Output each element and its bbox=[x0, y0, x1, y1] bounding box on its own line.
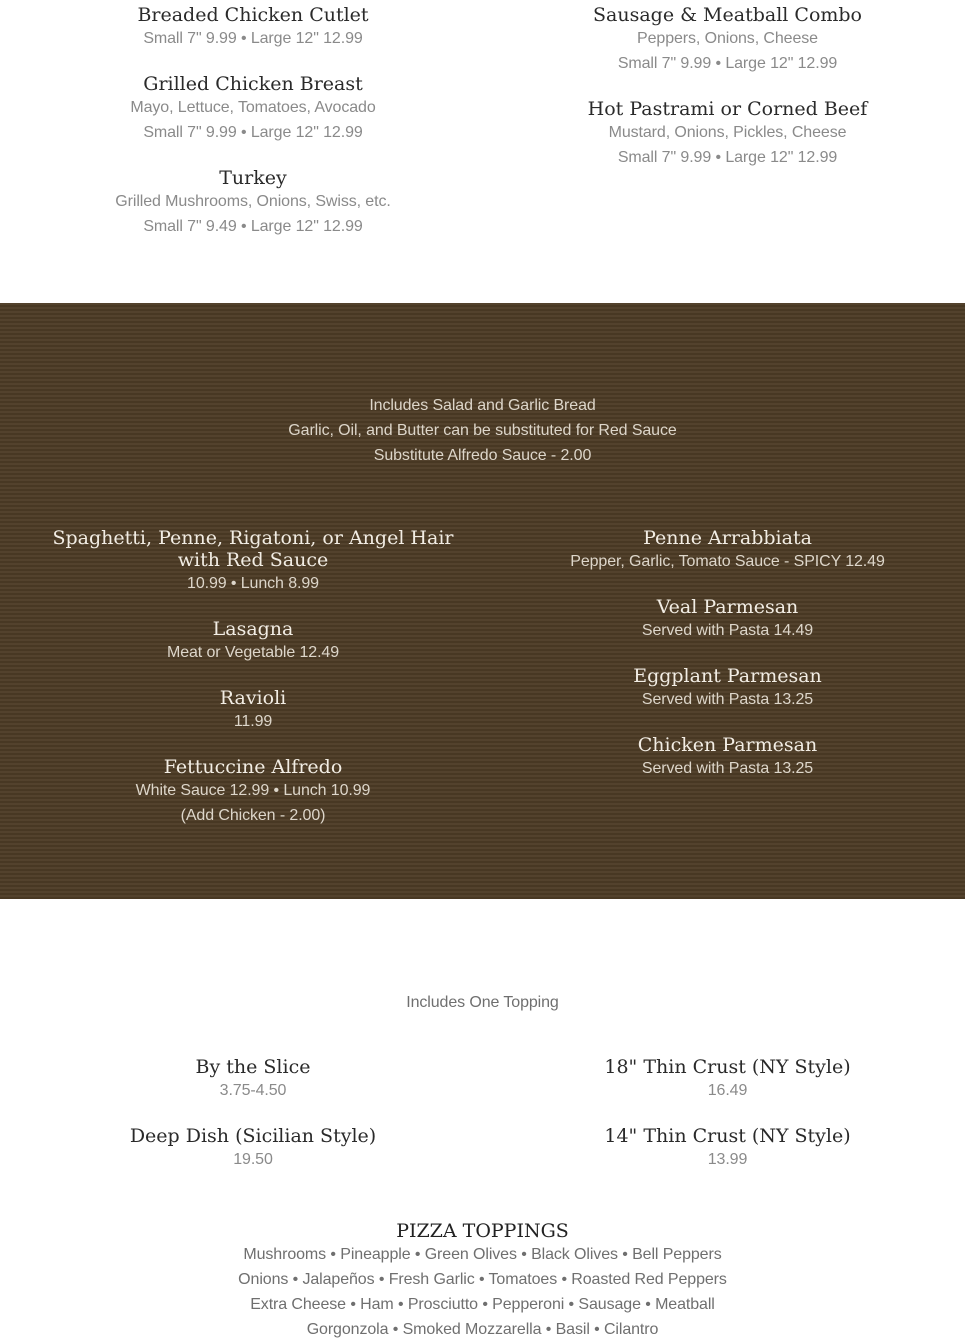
menu-item bbox=[0, 756, 506, 828]
menu-item-name: Chicken Parmesan bbox=[637, 734, 818, 756]
menu-item-detail: Served with Pasta 13.25 bbox=[641, 691, 814, 708]
menu-item bbox=[490, 665, 965, 712]
menu-item-detail: Pepper, Garlic, Tomato Sauce - SPICY 12.49 bbox=[570, 553, 885, 570]
menu-item-detail: Small 7" 9.99 • Large 12" 12.99 bbox=[143, 124, 363, 141]
menu-item-detail: 3.75-4.50 bbox=[219, 1082, 287, 1099]
menu-item-name: Sausage & Meatball Combo bbox=[593, 4, 862, 26]
menu-item-name: Hot Pastrami or Corned Beef bbox=[587, 98, 868, 120]
menu-item-detail: Small 7" 9.99 • Large 12" 12.99 bbox=[617, 55, 838, 72]
menu-item bbox=[490, 4, 965, 76]
pasta-section bbox=[0, 303, 965, 899]
menu-item bbox=[490, 98, 965, 170]
pasta-intro-line: Garlic, Oil, and Butter can be substituted for Red Sauce bbox=[288, 422, 677, 439]
sandwiches-right-column bbox=[490, 4, 965, 170]
menu-item-name: Fettuccine Alfredo bbox=[163, 756, 343, 778]
pasta-intro-line: Substitute Alfredo Sauce - 2.00 bbox=[373, 447, 592, 464]
menu-item bbox=[490, 734, 965, 781]
menu-item bbox=[490, 596, 965, 643]
menu-item bbox=[0, 1056, 506, 1103]
menu-item-detail: Small 7" 9.99 • Large 12" 12.99 bbox=[143, 30, 363, 47]
menu-item bbox=[490, 527, 965, 574]
menu-item-name: Ravioli bbox=[219, 687, 287, 709]
menu-item-name: 14" Thin Crust (NY Style) bbox=[604, 1125, 851, 1147]
item-spacer bbox=[490, 643, 965, 665]
menu-item-detail: Meat or Vegetable 12.49 bbox=[166, 644, 340, 661]
menu-item bbox=[0, 687, 506, 734]
sandwiches-section bbox=[0, 0, 965, 303]
menu-item-name: Grilled Chicken Breast bbox=[143, 73, 363, 95]
menu-item-name: Veal Parmesan bbox=[656, 596, 799, 618]
menu-item-name: 18" Thin Crust (NY Style) bbox=[604, 1056, 851, 1078]
menu-item bbox=[0, 527, 506, 596]
item-spacer bbox=[0, 596, 506, 618]
menu-item bbox=[0, 73, 506, 145]
item-spacer bbox=[490, 1103, 965, 1125]
menu-item bbox=[0, 4, 506, 51]
item-spacer bbox=[0, 734, 506, 756]
pizza-toppings-line: Onions • Jalapeños • Fresh Garlic • Tomatoes • Roasted Red Peppers bbox=[238, 1271, 727, 1288]
menu-item-detail: 13.99 bbox=[707, 1151, 748, 1168]
menu-item-detail: (Add Chicken - 2.00) bbox=[180, 807, 326, 824]
menu-item-detail: Served with Pasta 13.25 bbox=[641, 760, 814, 777]
menu-item-detail: Small 7" 9.49 • Large 12" 12.99 bbox=[143, 218, 363, 235]
pizza-intro-line: Includes One Topping bbox=[406, 994, 559, 1011]
pasta-right-column bbox=[490, 527, 965, 781]
menu-item-detail: 11.99 bbox=[233, 713, 273, 730]
menu-item-detail: Grilled Mushrooms, Onions, Swiss, etc. bbox=[115, 193, 391, 210]
menu-item-name: Turkey bbox=[219, 167, 287, 189]
menu-item bbox=[490, 1056, 965, 1103]
item-spacer bbox=[490, 574, 965, 596]
item-spacer bbox=[0, 665, 506, 687]
menu-item-name: By the Slice bbox=[195, 1056, 311, 1078]
pizza-toppings-title: PIZZA TOPPINGS bbox=[396, 1220, 569, 1242]
sandwiches-left-column bbox=[0, 4, 506, 239]
menu-item-name: Spaghetti, Penne, Rigatoni, or Angel Hair with Red Sauce bbox=[52, 527, 454, 571]
menu-item-detail: Mayo, Lettuce, Tomatoes, Avocado bbox=[130, 99, 376, 116]
menu-item-name: Eggplant Parmesan bbox=[633, 665, 822, 687]
menu-item-name: Lasagna bbox=[212, 618, 294, 640]
item-spacer bbox=[490, 76, 965, 98]
pizza-intro bbox=[0, 990, 965, 1015]
menu-item-name: Deep Dish (Sicilian Style) bbox=[129, 1125, 377, 1147]
pasta-intro bbox=[0, 393, 965, 468]
menu-item-detail: Small 7" 9.99 • Large 12" 12.99 bbox=[617, 149, 838, 166]
menu-item-detail: Peppers, Onions, Cheese bbox=[637, 30, 818, 47]
item-spacer bbox=[0, 1103, 506, 1125]
menu-item bbox=[0, 167, 506, 239]
menu-item-detail: Mustard, Onions, Pickles, Cheese bbox=[608, 124, 847, 141]
pizza-section bbox=[0, 899, 965, 1339]
menu-item-detail: 10.99 • Lunch 8.99 bbox=[187, 575, 319, 592]
menu-item bbox=[0, 618, 506, 665]
menu-item-name: Penne Arrabbiata bbox=[643, 527, 812, 549]
pizza-toppings bbox=[0, 1220, 965, 1342]
pizza-toppings-line: Mushrooms • Pineapple • Green Olives • Black Olives • Bell Peppers bbox=[243, 1246, 722, 1263]
menu-item bbox=[490, 1125, 965, 1172]
pizza-left-column bbox=[0, 1056, 506, 1172]
menu-item-detail: White Sauce 12.99 • Lunch 10.99 bbox=[135, 782, 371, 799]
menu-item bbox=[0, 1125, 506, 1172]
menu-item-detail: Served with Pasta 14.49 bbox=[641, 622, 814, 639]
pasta-intro-line: Includes Salad and Garlic Bread bbox=[369, 397, 596, 414]
item-spacer bbox=[0, 145, 506, 167]
pizza-toppings-line: Gorgonzola • Smoked Mozzarella • Basil • Cilantro bbox=[306, 1321, 659, 1338]
pizza-right-column bbox=[490, 1056, 965, 1172]
pasta-left-column bbox=[0, 527, 506, 828]
menu-item-detail: 19.50 bbox=[233, 1151, 273, 1168]
item-spacer bbox=[0, 51, 506, 73]
menu-item-detail: 16.49 bbox=[707, 1082, 748, 1099]
item-spacer bbox=[490, 712, 965, 734]
pizza-toppings-line: Extra Cheese • Ham • Prosciutto • Pepperoni • Sausage • Meatball bbox=[250, 1296, 715, 1313]
menu-item-name: Breaded Chicken Cutlet bbox=[137, 4, 369, 26]
